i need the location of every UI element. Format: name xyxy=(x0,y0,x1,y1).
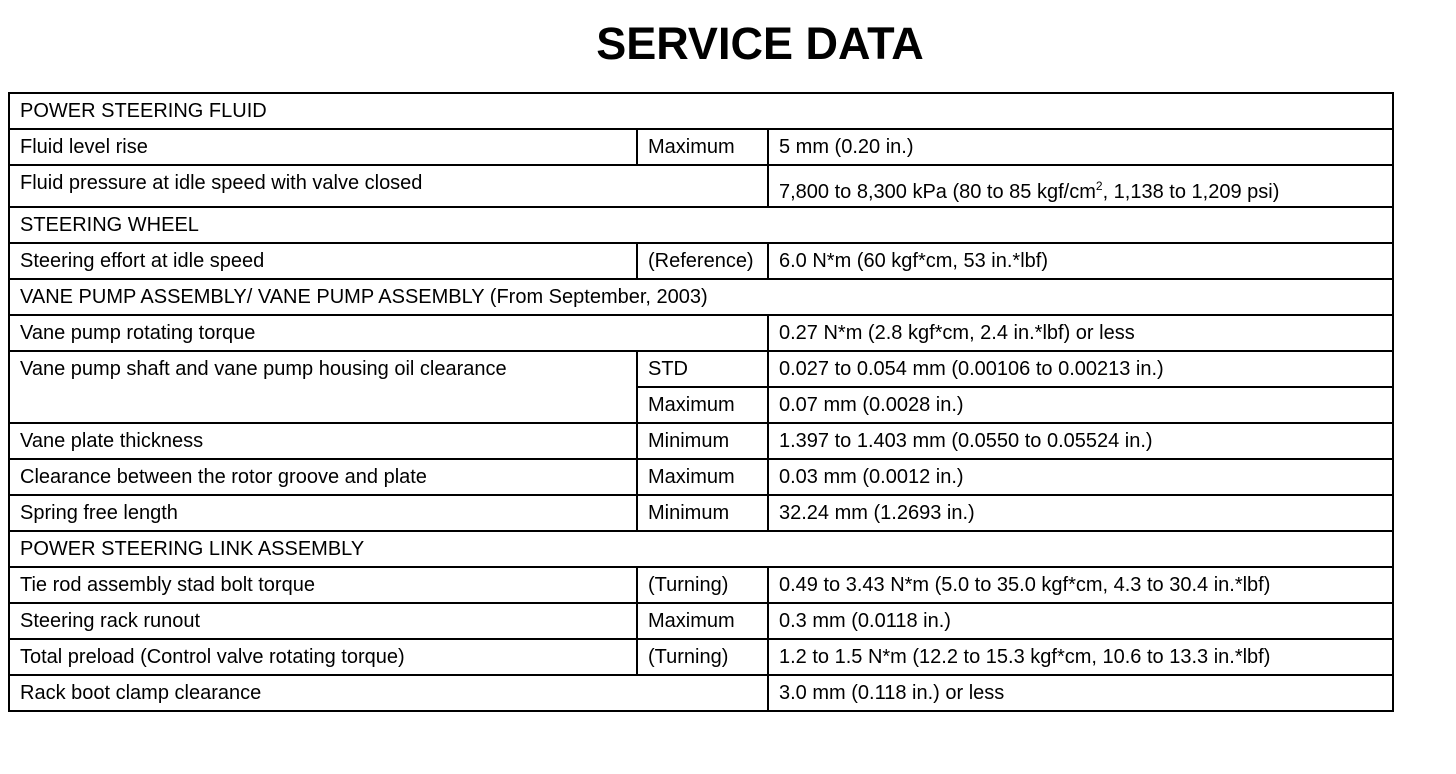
condition-cell: Minimum xyxy=(637,423,768,459)
value-cell: 0.49 to 3.43 N*m (5.0 to 35.0 kgf*cm, 4.3 to 30.4 in.*lbf) xyxy=(768,567,1393,603)
condition-cell: Minimum xyxy=(637,495,768,531)
value-cell: 0.03 mm (0.0012 in.) xyxy=(768,459,1393,495)
table-row xyxy=(9,129,1393,165)
section-header: POWER STEERING FLUID xyxy=(9,93,1393,129)
item-cell: Spring free length xyxy=(9,495,637,531)
value-cell: 6.0 N*m (60 kgf*cm, 53 in.*lbf) xyxy=(768,243,1393,279)
condition-cell: Maximum xyxy=(637,459,768,495)
table-row xyxy=(9,639,1393,675)
service-data-table xyxy=(8,92,1394,712)
condition-cell: (Turning) xyxy=(637,567,768,603)
section-header-row xyxy=(9,531,1393,567)
table-row xyxy=(9,675,1393,711)
table-row xyxy=(9,423,1393,459)
value-cell: 0.027 to 0.054 mm (0.00106 to 0.00213 in.) xyxy=(768,351,1393,387)
condition-cell: Maximum xyxy=(637,129,768,165)
item-cell: Steering effort at idle speed xyxy=(9,243,637,279)
item-cell: Rack boot clamp clearance xyxy=(9,675,768,711)
value-cell: 0.27 N*m (2.8 kgf*cm, 2.4 in.*lbf) or less xyxy=(768,315,1393,351)
value-cell: 0.07 mm (0.0028 in.) xyxy=(768,387,1393,423)
table-row xyxy=(9,315,1393,351)
table-row xyxy=(9,603,1393,639)
condition-cell: (Turning) xyxy=(637,639,768,675)
value-cell: 1.2 to 1.5 N*m (12.2 to 15.3 kgf*cm, 10.6 to 13.3 in.*lbf) xyxy=(768,639,1393,675)
item-cell: Vane pump rotating torque xyxy=(9,315,768,351)
section-header-row xyxy=(9,93,1393,129)
value-cell: 1.397 to 1.403 mm (0.0550 to 0.05524 in.) xyxy=(768,423,1393,459)
section-header-row xyxy=(9,279,1393,315)
item-cell: Vane pump shaft and vane pump housing oil clearance xyxy=(9,351,637,423)
section-header: VANE PUMP ASSEMBLY/ VANE PUMP ASSEMBLY (From September, 2003) xyxy=(9,279,1393,315)
value-cell xyxy=(768,165,1393,207)
page-title: SERVICE DATA xyxy=(596,18,924,69)
value-text: , 1,138 to 1,209 psi) xyxy=(1102,181,1280,203)
value-cell: 0.3 mm (0.0118 in.) xyxy=(768,603,1393,639)
condition-cell: STD xyxy=(637,351,768,387)
item-cell: Vane plate thickness xyxy=(9,423,637,459)
superscript: 2 xyxy=(1095,179,1103,193)
table-row xyxy=(9,165,1393,207)
condition-cell: Maximum xyxy=(637,603,768,639)
item-cell: Steering rack runout xyxy=(9,603,637,639)
section-header: POWER STEERING LINK ASSEMBLY xyxy=(9,531,1393,567)
condition-cell: Maximum xyxy=(637,387,768,423)
table-row xyxy=(9,351,1393,387)
item-cell: Fluid pressure at idle speed with valve closed xyxy=(9,165,768,207)
value-text: 7,800 to 8,300 kPa (80 to 85 kgf/cm xyxy=(779,181,1096,203)
table-row xyxy=(9,459,1393,495)
item-cell: Total preload (Control valve rotating torque) xyxy=(9,639,637,675)
item-cell: Clearance between the rotor groove and plate xyxy=(9,459,637,495)
value-cell: 3.0 mm (0.118 in.) or less xyxy=(768,675,1393,711)
section-header-row xyxy=(9,207,1393,243)
section-header: STEERING WHEEL xyxy=(9,207,1393,243)
value-cell: 5 mm (0.20 in.) xyxy=(768,129,1393,165)
item-cell: Fluid level rise xyxy=(9,129,637,165)
value-cell: 32.24 mm (1.2693 in.) xyxy=(768,495,1393,531)
table-row xyxy=(9,243,1393,279)
condition-cell: (Reference) xyxy=(637,243,768,279)
item-cell: Tie rod assembly stad bolt torque xyxy=(9,567,637,603)
table-row xyxy=(9,567,1393,603)
table-row xyxy=(9,495,1393,531)
